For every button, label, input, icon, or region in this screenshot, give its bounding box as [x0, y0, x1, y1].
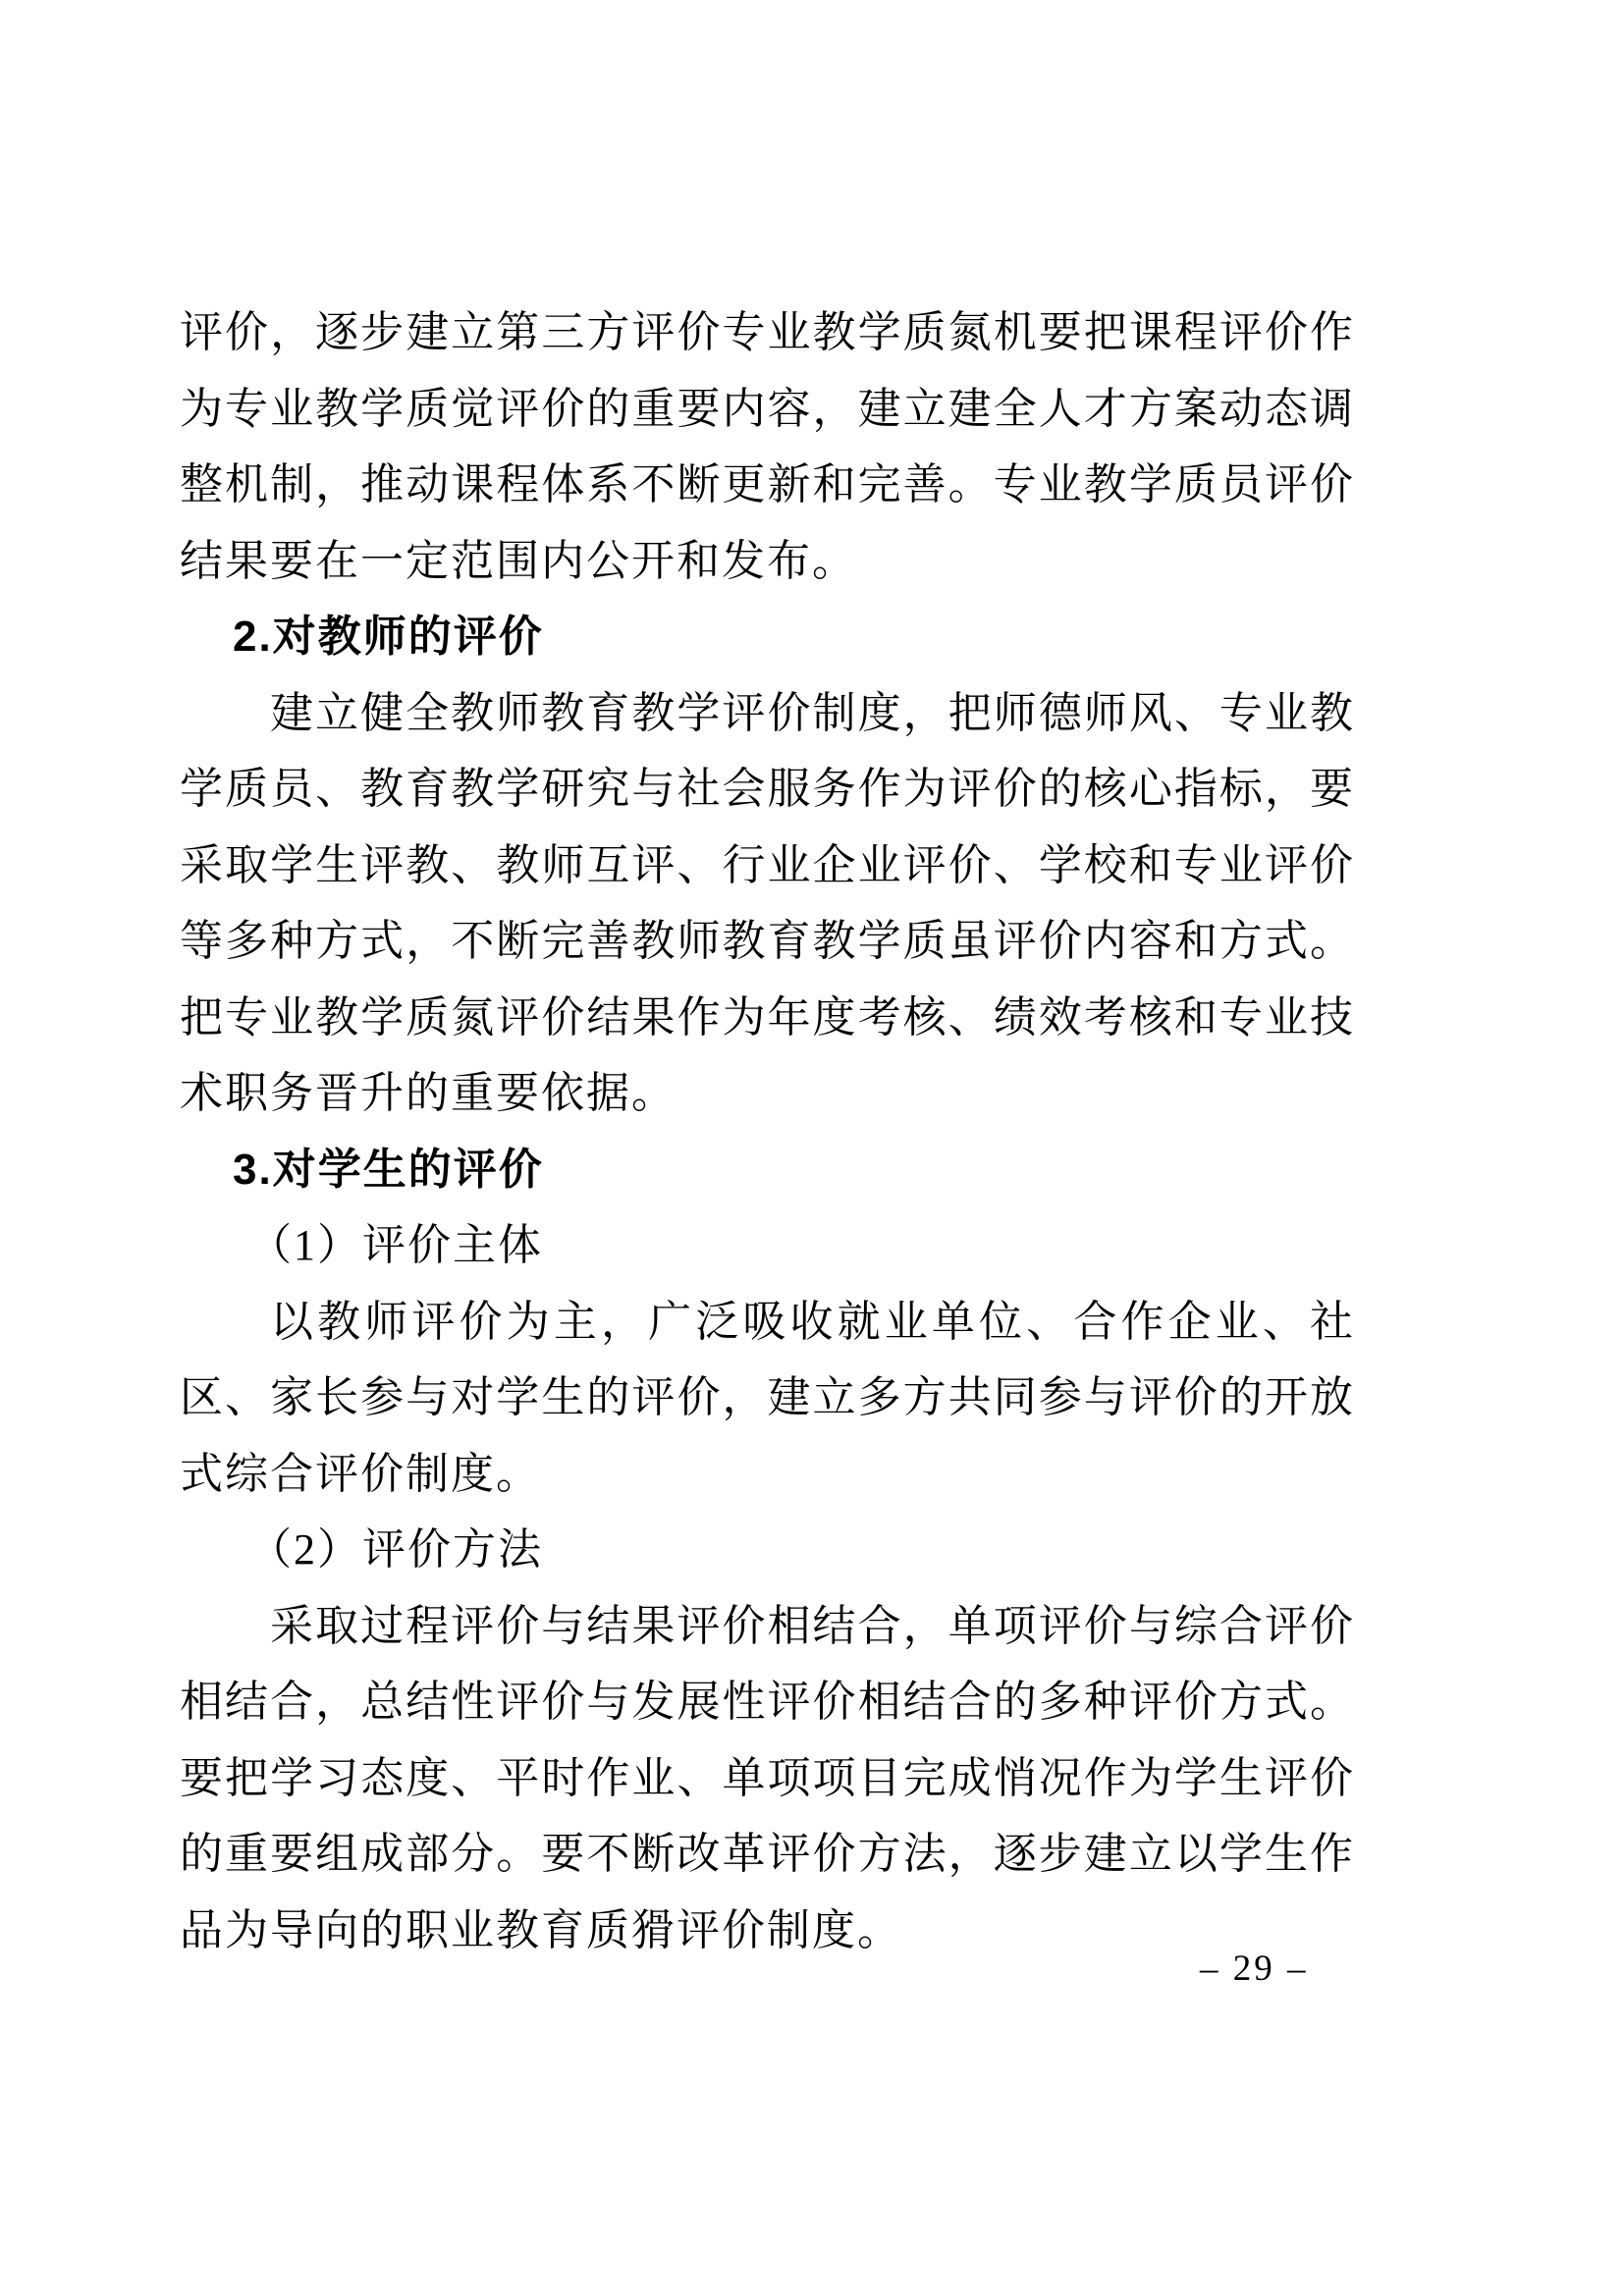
subheading-evaluation-method: （2）评价方法	[248, 1525, 543, 1574]
subheading-evaluation-subject: （1）评价主体	[248, 1221, 543, 1269]
heading-student-evaluation: 3.对学生的评价	[233, 1145, 544, 1194]
paragraph-evaluation-subject: 以教师评价为主，广泛吸收就业单位、合作企业、社区、家长参与对学生的评价，建立多方共同参与评价的开放式综合评价制度。	[180, 1297, 1355, 1498]
paragraph-teacher-evaluation: 建立健全教师教育教学评价制度，把师德师风、专业教学质员、教育教学研究与社会服务作为评价的核心指标，要采取学生评教、教师互评、行业企业评价、学校和专业评价等多种方式，不断完善教师教育教学质虽评价内容和方式。把专业教学质氮评价结果作为年度考核、绩效考核和专业技术职务晋升的重要依据。	[180, 688, 1355, 1117]
page-number: – 29 –	[1200, 1949, 1309, 1989]
paragraph-course-evaluation-continuation: 评价，逐步建立第三方评价专业教学质氮机要把课程评价作为专业教学质觉评价的重要内容，建立建全人才方案动态调整机制，推动课程体系不断更新和完善。专业教学质员评价结果要在一定范围内公开和发布。	[180, 308, 1355, 585]
text-block	[180, 294, 1355, 1968]
paragraph-evaluation-method: 采取过程评价与结果评价相结合，单项评价与综合评价相结合，总结性评价与发展性评价相结合的多种评价方式。要把学习态度、平时作业、单项项目完成悄况作为学生评价的重要组成部分。要不断改革评价方法，逐步建立以学生作品为导向的职业教育质猾评价制度。	[180, 1601, 1355, 1954]
heading-teacher-evaluation: 2.对教师的评价	[233, 613, 544, 661]
